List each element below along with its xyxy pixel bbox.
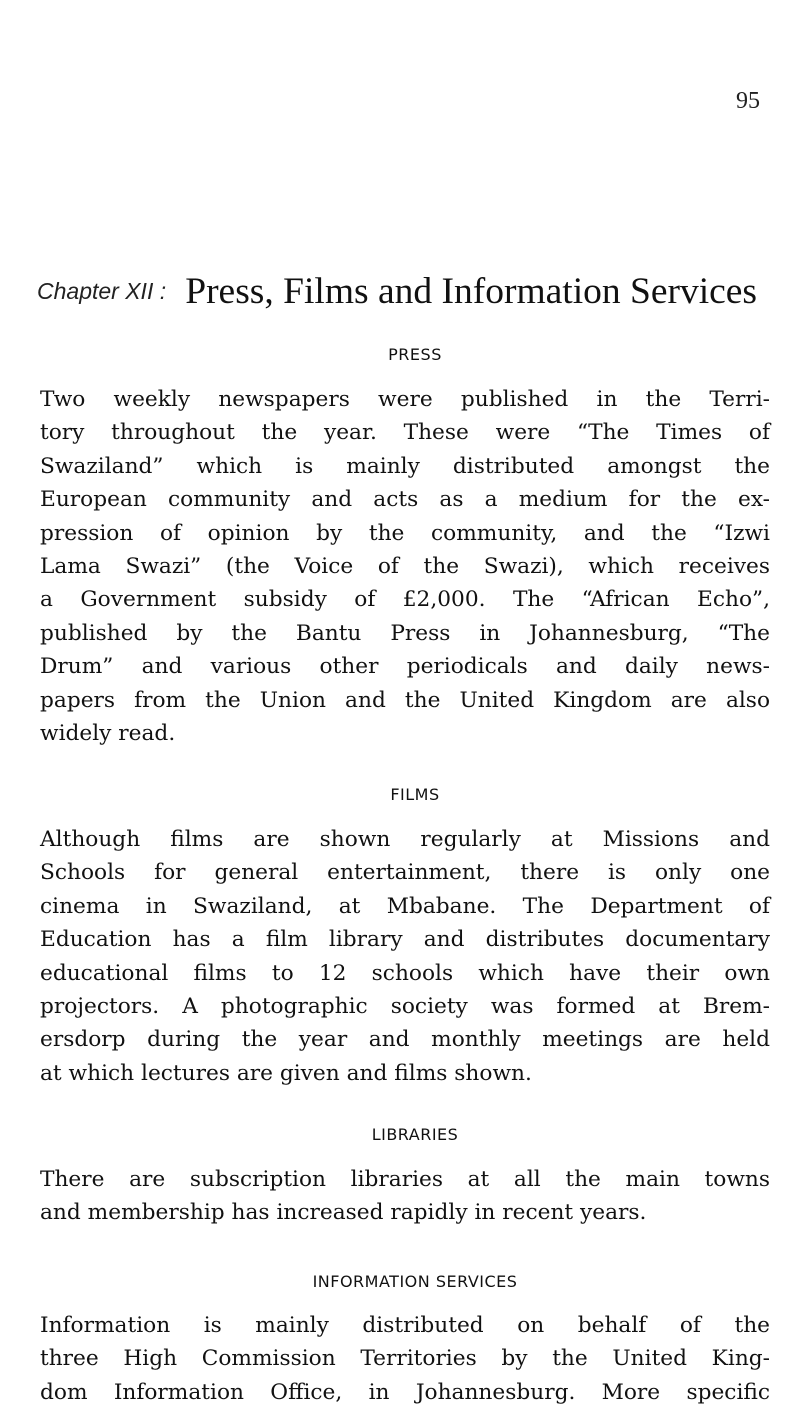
text-line: There are subscription libraries at all the main towns — [40, 1167, 770, 1192]
section-heading-press: PRESS — [388, 345, 442, 364]
text-line: tory throughout the year. These were “The Times of — [40, 420, 770, 446]
text-line: and membership has increased rapidly in recent years. — [40, 1200, 647, 1226]
text-line: educational films to 12 schools which have their own — [40, 960, 770, 986]
text-line: published by the Bantu Press in Johannesburg, “The — [40, 620, 770, 646]
section-body-libraries — [40, 1163, 770, 1230]
section-heading-libraries: LIBRARIES — [371, 1125, 459, 1144]
text-line: Although films are shown regularly at Missions and — [40, 827, 770, 852]
text-line: cinema in Swaziland, at Mbabane. The Department of — [40, 893, 770, 919]
text-line: Schools for general entertainment, there is only one — [40, 860, 770, 886]
text-line: a Government subsidy of £2,000. The “African Echo”, — [40, 587, 770, 613]
section-body-films — [40, 823, 770, 1090]
section-body-information-services — [40, 1309, 770, 1409]
text-line: Two weekly newspapers were published in the Terri- — [40, 387, 770, 412]
text-line: Lama Swazi” (the Voice of the Swazi), which receives — [40, 554, 770, 580]
chapter-label: Chapter XII : — [37, 278, 167, 304]
text-line: dom Information Office, in Johannesburg. More specific — [40, 1379, 770, 1405]
section-heading-films: FILMS — [390, 785, 440, 804]
chapter-heading — [37, 270, 780, 313]
section-body-press — [40, 383, 770, 750]
text-line: at which lectures are given and films shown. — [40, 1060, 532, 1086]
text-line: Education has a film library and distributes documentary — [40, 927, 770, 953]
section-heading-information-services: INFORMATION SERVICES — [312, 1272, 518, 1291]
text-line: three High Commission Territories by the United King- — [40, 1346, 770, 1372]
page-number: 95 — [736, 88, 760, 114]
text-line: Information is mainly distributed on behalf of the — [40, 1313, 770, 1338]
text-line: pression of opinion by the community, and the “Izwi — [40, 520, 770, 546]
text-line: Drum” and various other periodicals and daily news- — [40, 654, 770, 680]
text-line: papers from the Union and the United Kingdom are also — [40, 687, 770, 713]
text-line: projectors. A photographic society was formed at Brem- — [40, 994, 770, 1020]
text-line: European community and acts as a medium for the ex- — [40, 487, 770, 513]
text-line: widely read. — [40, 721, 176, 747]
chapter-title: Press, Films and Information Services — [185, 271, 758, 312]
text-line: ersdorp during the year and monthly meetings are held — [40, 1027, 770, 1053]
text-line: Swaziland” which is mainly distributed amongst the — [40, 453, 770, 479]
